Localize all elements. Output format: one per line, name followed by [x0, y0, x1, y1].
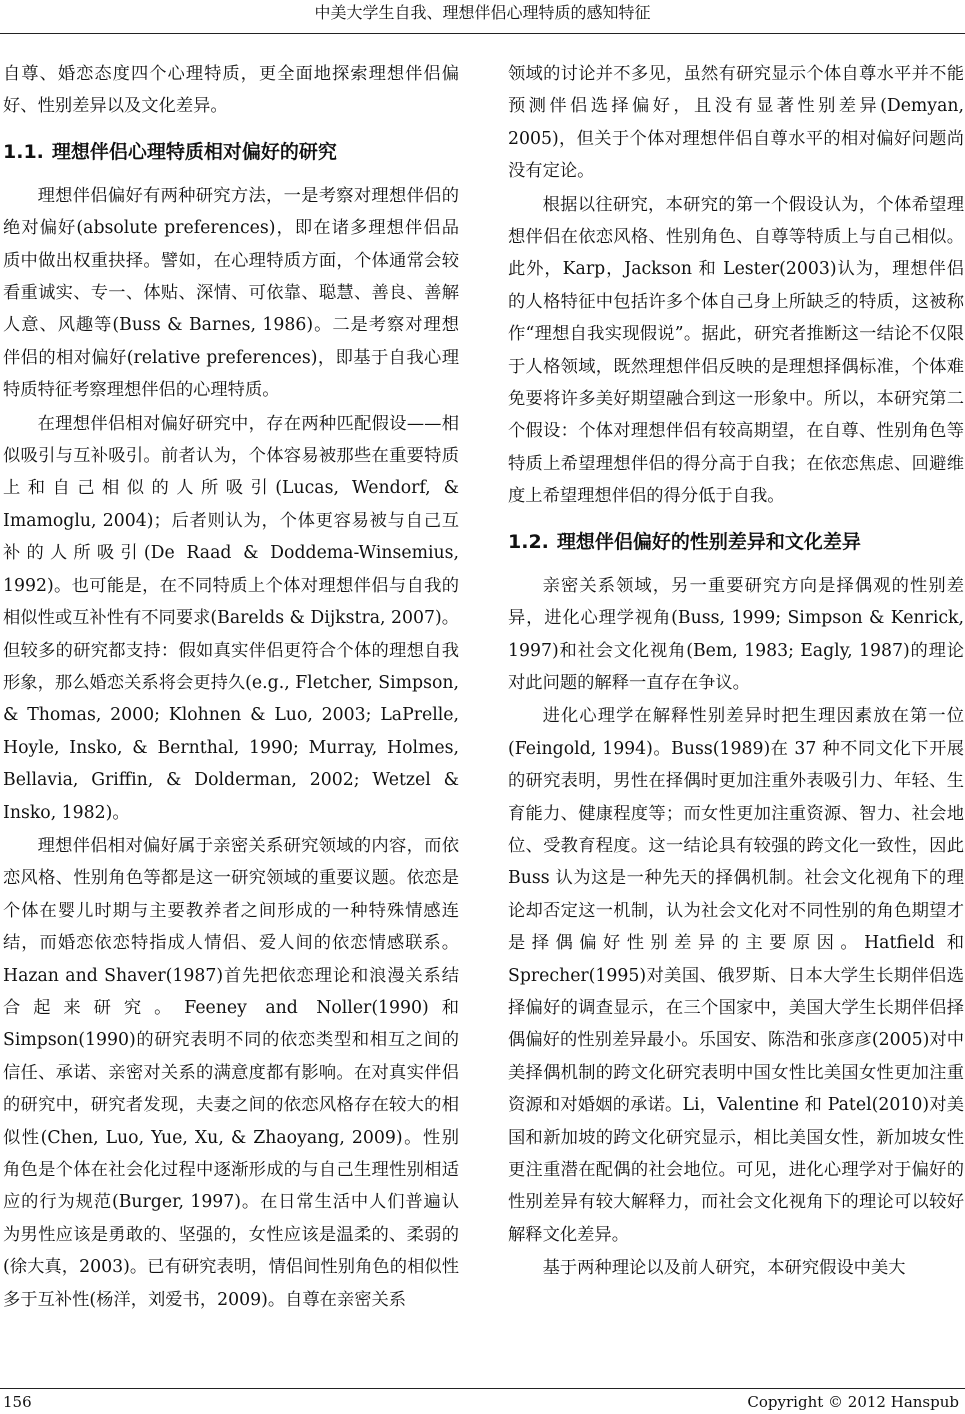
section-heading-1-1 [3, 137, 459, 167]
section-number: 1.2. [508, 530, 549, 553]
paragraph: 根据以往研究，本研究的第一个假设认为，个体希望理想伴侣在依恋风格、性别角色、自尊等特质上与自己相似。此外，Karp，Jackson 和 Lester(2003)认为，理想伴侣的人格特征中包括许多个体自己身上所缺乏的特质，这被称作“理想自我实现假说”。据此，研究者推断这一结论不仅限于人格领域，既然理想伴侣反映的是理想择偶标准，个体难免要将许多美好期望融合到这一形象中。所以，本研究第二个假设：个体对理想伴侣有较高期望，在自尊、性别角色等特质上希望理想伴侣的得分高于自我；在依恋焦虑、回避维度上希望理想伴侣的得分低于自我。 [508, 194, 964, 507]
paragraph: 基于两种理论以及前人研究，本研究假设中美大 [542, 1258, 906, 1279]
paragraph: 理想伴侣相对偏好属于亲密关系研究领域的内容，而依恋风格、性别角色等都是这一研究领域的重要议题。依恋是个体在婴儿时期与主要教养者之间形成的一种特殊情感连结，而婚恋依恋特指成人情侣、爱人间的依恋情感联系。Hazan and Shaver(1987)首先把依恋理论和浪漫关系结合起来研究。Feeney and Noller(1990)和 Simpson(1990)的研究表明不同的依恋类型和相互之间的信任、承诺、亲密对关系的满意度都有影响。在对真实伴侣的研究中，研究者发现，夫妻之间的依恋风格存在较大的相似性(Chen, Luo, Yue, Xu, & Zhaoyang, 2009)。性别角色是个体在社会化过程中逐渐形成的与自己生理性别相适应的行为规范(Burger, 1997)。在日常生活中人们普遍认为男性应该是勇敢的、坚强的，女性应该是温柔的、柔弱的(徐大真，2003)。已有研究表明，情侣间性别角色的相似性多于互补性(杨洋，刘爱书，2009)。自尊在亲密关系 [3, 835, 459, 1310]
copyright-notice: Copyright © 2012 Hanspub [747, 1393, 959, 1411]
left-column [3, 58, 459, 1317]
right-column [508, 58, 964, 1286]
section-title: 理想伴侣偏好的性别差异和文化差异 [556, 530, 861, 553]
paragraph: 自尊、婚恋态度四个心理特质，更全面地探索理想伴侣偏好、性别差异以及文化差异。 [3, 64, 459, 117]
paragraph: 亲密关系领域，另一重要研究方向是择偶观的性别差异，进化心理学视角(Buss, 1999; Simpson & Kenrick, 1997)和社会文化视角(Bem, 1983; Eagly, 1987)的理论对此问题的解释一直存在争议。 [508, 575, 964, 693]
running-head [0, 0, 965, 34]
section-number: 1.1. [3, 140, 44, 163]
page-footer [0, 1388, 965, 1414]
paragraph: 理想伴侣偏好有两种研究方法，一是考察对理想伴侣的绝对偏好(absolute preferences)，即在诸多理想伴侣品质中做出权重抉择。譬如，在心理特质方面，个体通常会较看重诚实、专一、体贴、深情、可依靠、聪慧、善良、善解人意、风趣等(Buss & Barnes, 1986)。二是考察对理想伴侣的相对偏好(relative preferences)，即基于自我心理特质特征考察理想伴侣的心理特质。 [3, 185, 459, 401]
section-title: 理想伴侣心理特质相对偏好的研究 [51, 140, 337, 163]
running-title: 中美大学生自我、理想伴侣心理特质的感知特征 [314, 3, 651, 22]
section-heading-1-2 [508, 527, 964, 557]
paragraph: 进化心理学在解释性别差异时把生理因素放在第一位(Feingold, 1994)。Buss(1989)在 37 种不同文化下开展的研究表明，男性在择偶时更加注重外表吸引力、年轻、生育能力、健康程度等；而女性更加注重资源、智力、社会地位、受教育程度。这一结论具有较强的跨文化一致性，因此 Buss 认为这是一种先天的择偶机制。社会文化视角下的理论却否定这一机制，认为社会文化对不同性别的角色期望才是择偶偏好性别差异的主要原因。Hatfield 和 Sprecher(1995)对美国、俄罗斯、日本大学生长期伴侣选择偏好的调查显示，在三个国家中，美国大学生长期伴侣择偶偏好的性别差异最小。乐国安、陈浩和张彦彦(2005)对中美择偶机制的跨文化研究表明中国女性比美国女性更加注重资源和对婚姻的承诺。Li，Valentine 和 Patel(2010)对美国和新加坡的跨文化研究显示，相比美国女性，新加坡女性更注重潜在配偶的社会地位。可见，进化心理学对于偏好的性别差异有较大解释力，而社会文化视角下的理论可以较好解释文化差异。 [508, 706, 964, 1245]
paragraph: 领域的讨论并不多见，虽然有研究显示个体自尊水平并不能预测伴侣选择偏好，且没有显著性别差异(Demyan, 2005)，但关于个体对理想伴侣自尊水平的相对偏好问题尚没有定论。 [508, 64, 964, 182]
page-number: 156 [3, 1393, 32, 1411]
paragraph: 在理想伴侣相对偏好研究中，存在两种匹配假设——相似吸引与互补吸引。前者认为，个体容易被那些在重要特质上和自己相似的人所吸引(Lucas, Wendorf, & Imamoglu, 2004)；后者则认为，个体更容易被与自己互补的人所吸引(De Raad & Doddema-Winsemius, 1992)。也可能是，在不同特质上个体对理想伴侣与自我的相似性或互补性有不同要求(Barelds & Dijkstra, 2007)。但较多的研究都支持：假如真实伴侣更符合个体的理想自我形象，那么婚恋关系将会更持久(e.g., Fletcher, Simpson, & Thomas, 2000; Klohnen & Luo, 2003; LaPrelle, Hoyle, Insko, & Bernthal, 1990; Murray, Holmes, Bellavia, Griffin, & Dolderman, 2002; Wetzel & Insko, 1982)。 [3, 413, 460, 823]
